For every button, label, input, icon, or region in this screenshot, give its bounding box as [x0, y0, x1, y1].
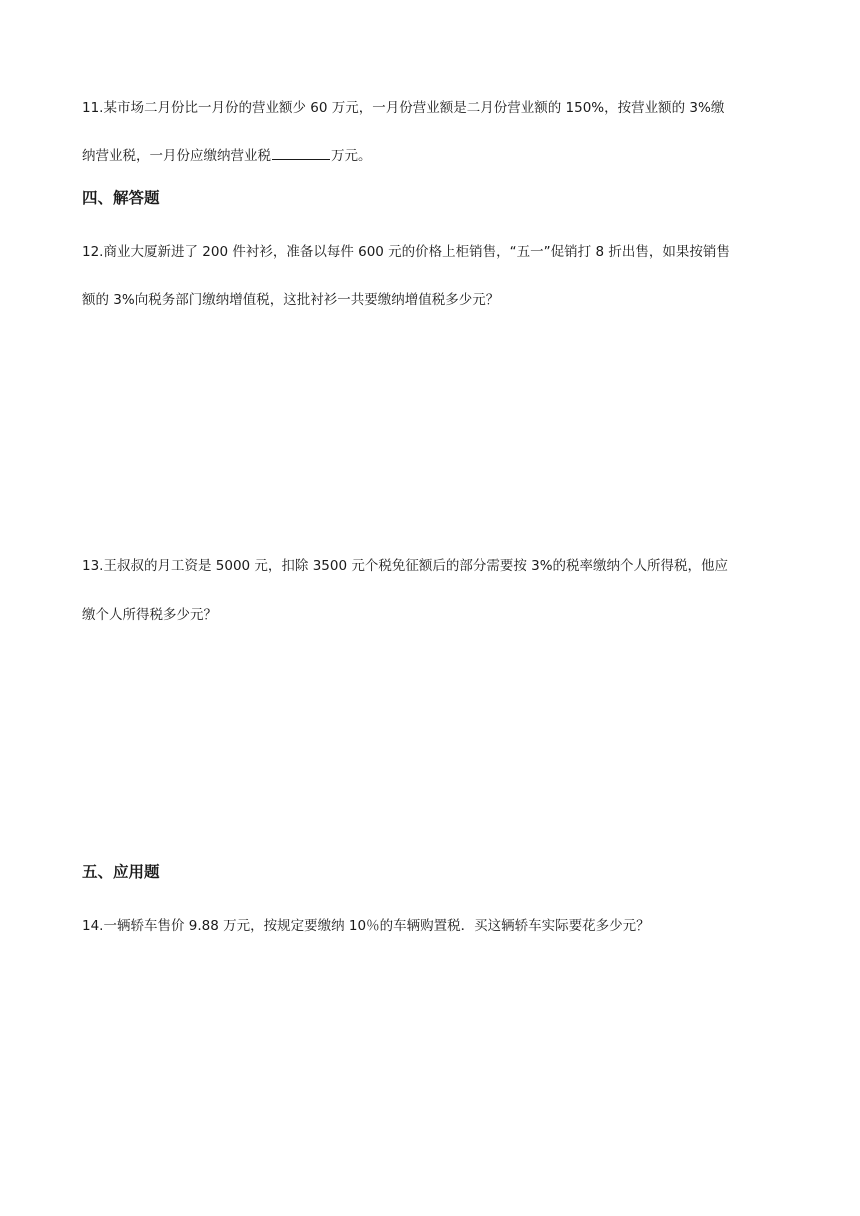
- section-4-heading: 四、解答题: [82, 189, 160, 207]
- question-11-line-2: [82, 144, 372, 164]
- question-11-text-before-blank: 纳营业税，一月份应缴纳营业税: [82, 148, 271, 164]
- section-5-heading: 五、应用题: [82, 863, 160, 881]
- question-11-line-1: 11.某市场二月份比一月份的营业额少 60 万元，一月份营业额是二月份营业额的 150%，按营业额的 3%缴: [82, 100, 725, 116]
- question-13-line-1: 13.王叔叔的月工资是 5000 元，扣除 3500 元个税免征额后的部分需要按 3%的税率缴纳个人所得税，他应: [82, 558, 729, 574]
- question-11-text-after-blank: 万元。: [331, 148, 372, 164]
- question-13-line-2: 缴个人所得税多少元？: [82, 607, 217, 623]
- question-14-line-1: 14.一辆轿车售价 9.88 万元，按规定要缴纳 10％的车辆购置税．买这辆轿车实际要花多少元？: [82, 918, 650, 934]
- answer-blank: [272, 145, 330, 160]
- question-12-line-2: 额的 3%向税务部门缴纳增值税，这批衬衫一共要缴纳增值税多少元？: [82, 292, 500, 308]
- question-12-line-1: 12.商业大厦新进了 200 件衬衫，准备以每件 600 元的价格上柜销售，“五一”促销打 8 折出售，如果按销售: [82, 244, 730, 260]
